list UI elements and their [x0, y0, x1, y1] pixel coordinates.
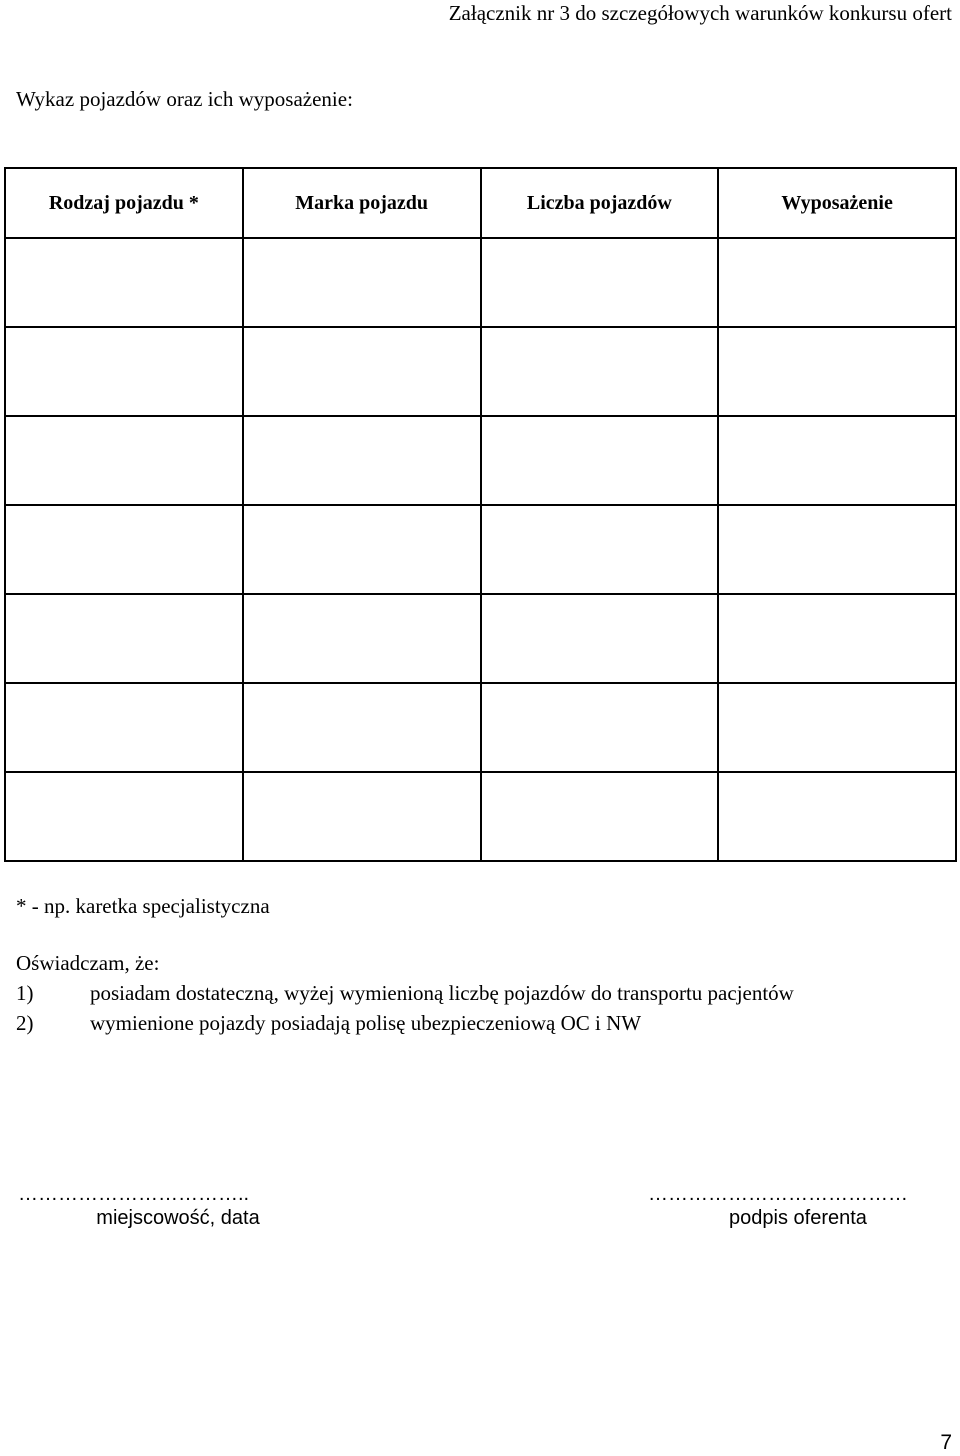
- declaration: [16, 948, 794, 1038]
- table-cell[interactable]: [243, 327, 481, 416]
- column-header-vehicle-count: Liczba pojazdów: [481, 168, 719, 238]
- table-cell[interactable]: [481, 327, 719, 416]
- table-cell[interactable]: [243, 505, 481, 594]
- table-cell[interactable]: [718, 683, 956, 772]
- table-row: [5, 505, 956, 594]
- table-row: [5, 238, 956, 327]
- declaration-intro: Oświadczam, że:: [16, 951, 160, 975]
- table-cell[interactable]: [481, 416, 719, 505]
- signature-place-date: [18, 1182, 338, 1230]
- list-title: Wykaz pojazdów oraz ich wyposażenie:: [16, 87, 353, 111]
- attachment-label: Załącznik nr 3 do szczegółowych warunków konkursu ofert: [448, 1, 952, 25]
- table-cell[interactable]: [481, 238, 719, 327]
- table-cell[interactable]: [718, 772, 956, 861]
- table-cell[interactable]: [481, 505, 719, 594]
- declaration-item: [16, 1008, 794, 1038]
- declaration-item-text: posiadam dostateczną, wyżej wymienioną liczbę pojazdów do transportu pacjentów: [90, 981, 794, 1005]
- vehicle-table: [4, 167, 957, 862]
- table-cell[interactable]: [243, 416, 481, 505]
- table-cell[interactable]: [243, 772, 481, 861]
- table-cell[interactable]: [481, 594, 719, 683]
- table-cell[interactable]: [5, 683, 243, 772]
- table-row: [5, 416, 956, 505]
- table-cell[interactable]: [243, 594, 481, 683]
- table-cell[interactable]: [481, 772, 719, 861]
- page-number: 7: [940, 1431, 952, 1454]
- table-cell[interactable]: [5, 772, 243, 861]
- table-cell[interactable]: [5, 416, 243, 505]
- signature-bidder-label: podpis oferenta: [729, 1207, 867, 1229]
- table-row: [5, 594, 956, 683]
- table-row: [5, 772, 956, 861]
- table-cell[interactable]: [243, 238, 481, 327]
- declaration-item-text: wymienione pojazdy posiadają polisę ubezpieczeniową OC i NW: [90, 1011, 642, 1035]
- table-header-row: [5, 168, 956, 238]
- footnote: * - np. karetka specjalistyczna: [16, 894, 270, 918]
- signature-bidder: [648, 1182, 948, 1230]
- table-cell[interactable]: [718, 594, 956, 683]
- declaration-item: [16, 978, 794, 1008]
- column-header-equipment: Wyposażenie: [718, 168, 956, 238]
- column-header-vehicle-brand: Marka pojazdu: [243, 168, 481, 238]
- table-cell[interactable]: [718, 505, 956, 594]
- table-row: [5, 683, 956, 772]
- declaration-item-number: 1): [16, 981, 34, 1005]
- table-cell[interactable]: [718, 238, 956, 327]
- table-cell[interactable]: [5, 594, 243, 683]
- table-cell[interactable]: [5, 505, 243, 594]
- table-cell[interactable]: [718, 327, 956, 416]
- table-cell[interactable]: [718, 416, 956, 505]
- table-cell[interactable]: [5, 327, 243, 416]
- table-cell[interactable]: [5, 238, 243, 327]
- table-cell[interactable]: [243, 683, 481, 772]
- signature-place-date-label: miejscowość, data: [96, 1207, 260, 1229]
- column-header-vehicle-type: Rodzaj pojazdu *: [5, 168, 243, 238]
- table-row: [5, 327, 956, 416]
- table-cell[interactable]: [481, 683, 719, 772]
- signature-bidder-line[interactable]: …………………………………: [648, 1183, 908, 1205]
- declaration-item-number: 2): [16, 1011, 34, 1035]
- signature-place-date-line[interactable]: ……………………………..: [18, 1183, 250, 1205]
